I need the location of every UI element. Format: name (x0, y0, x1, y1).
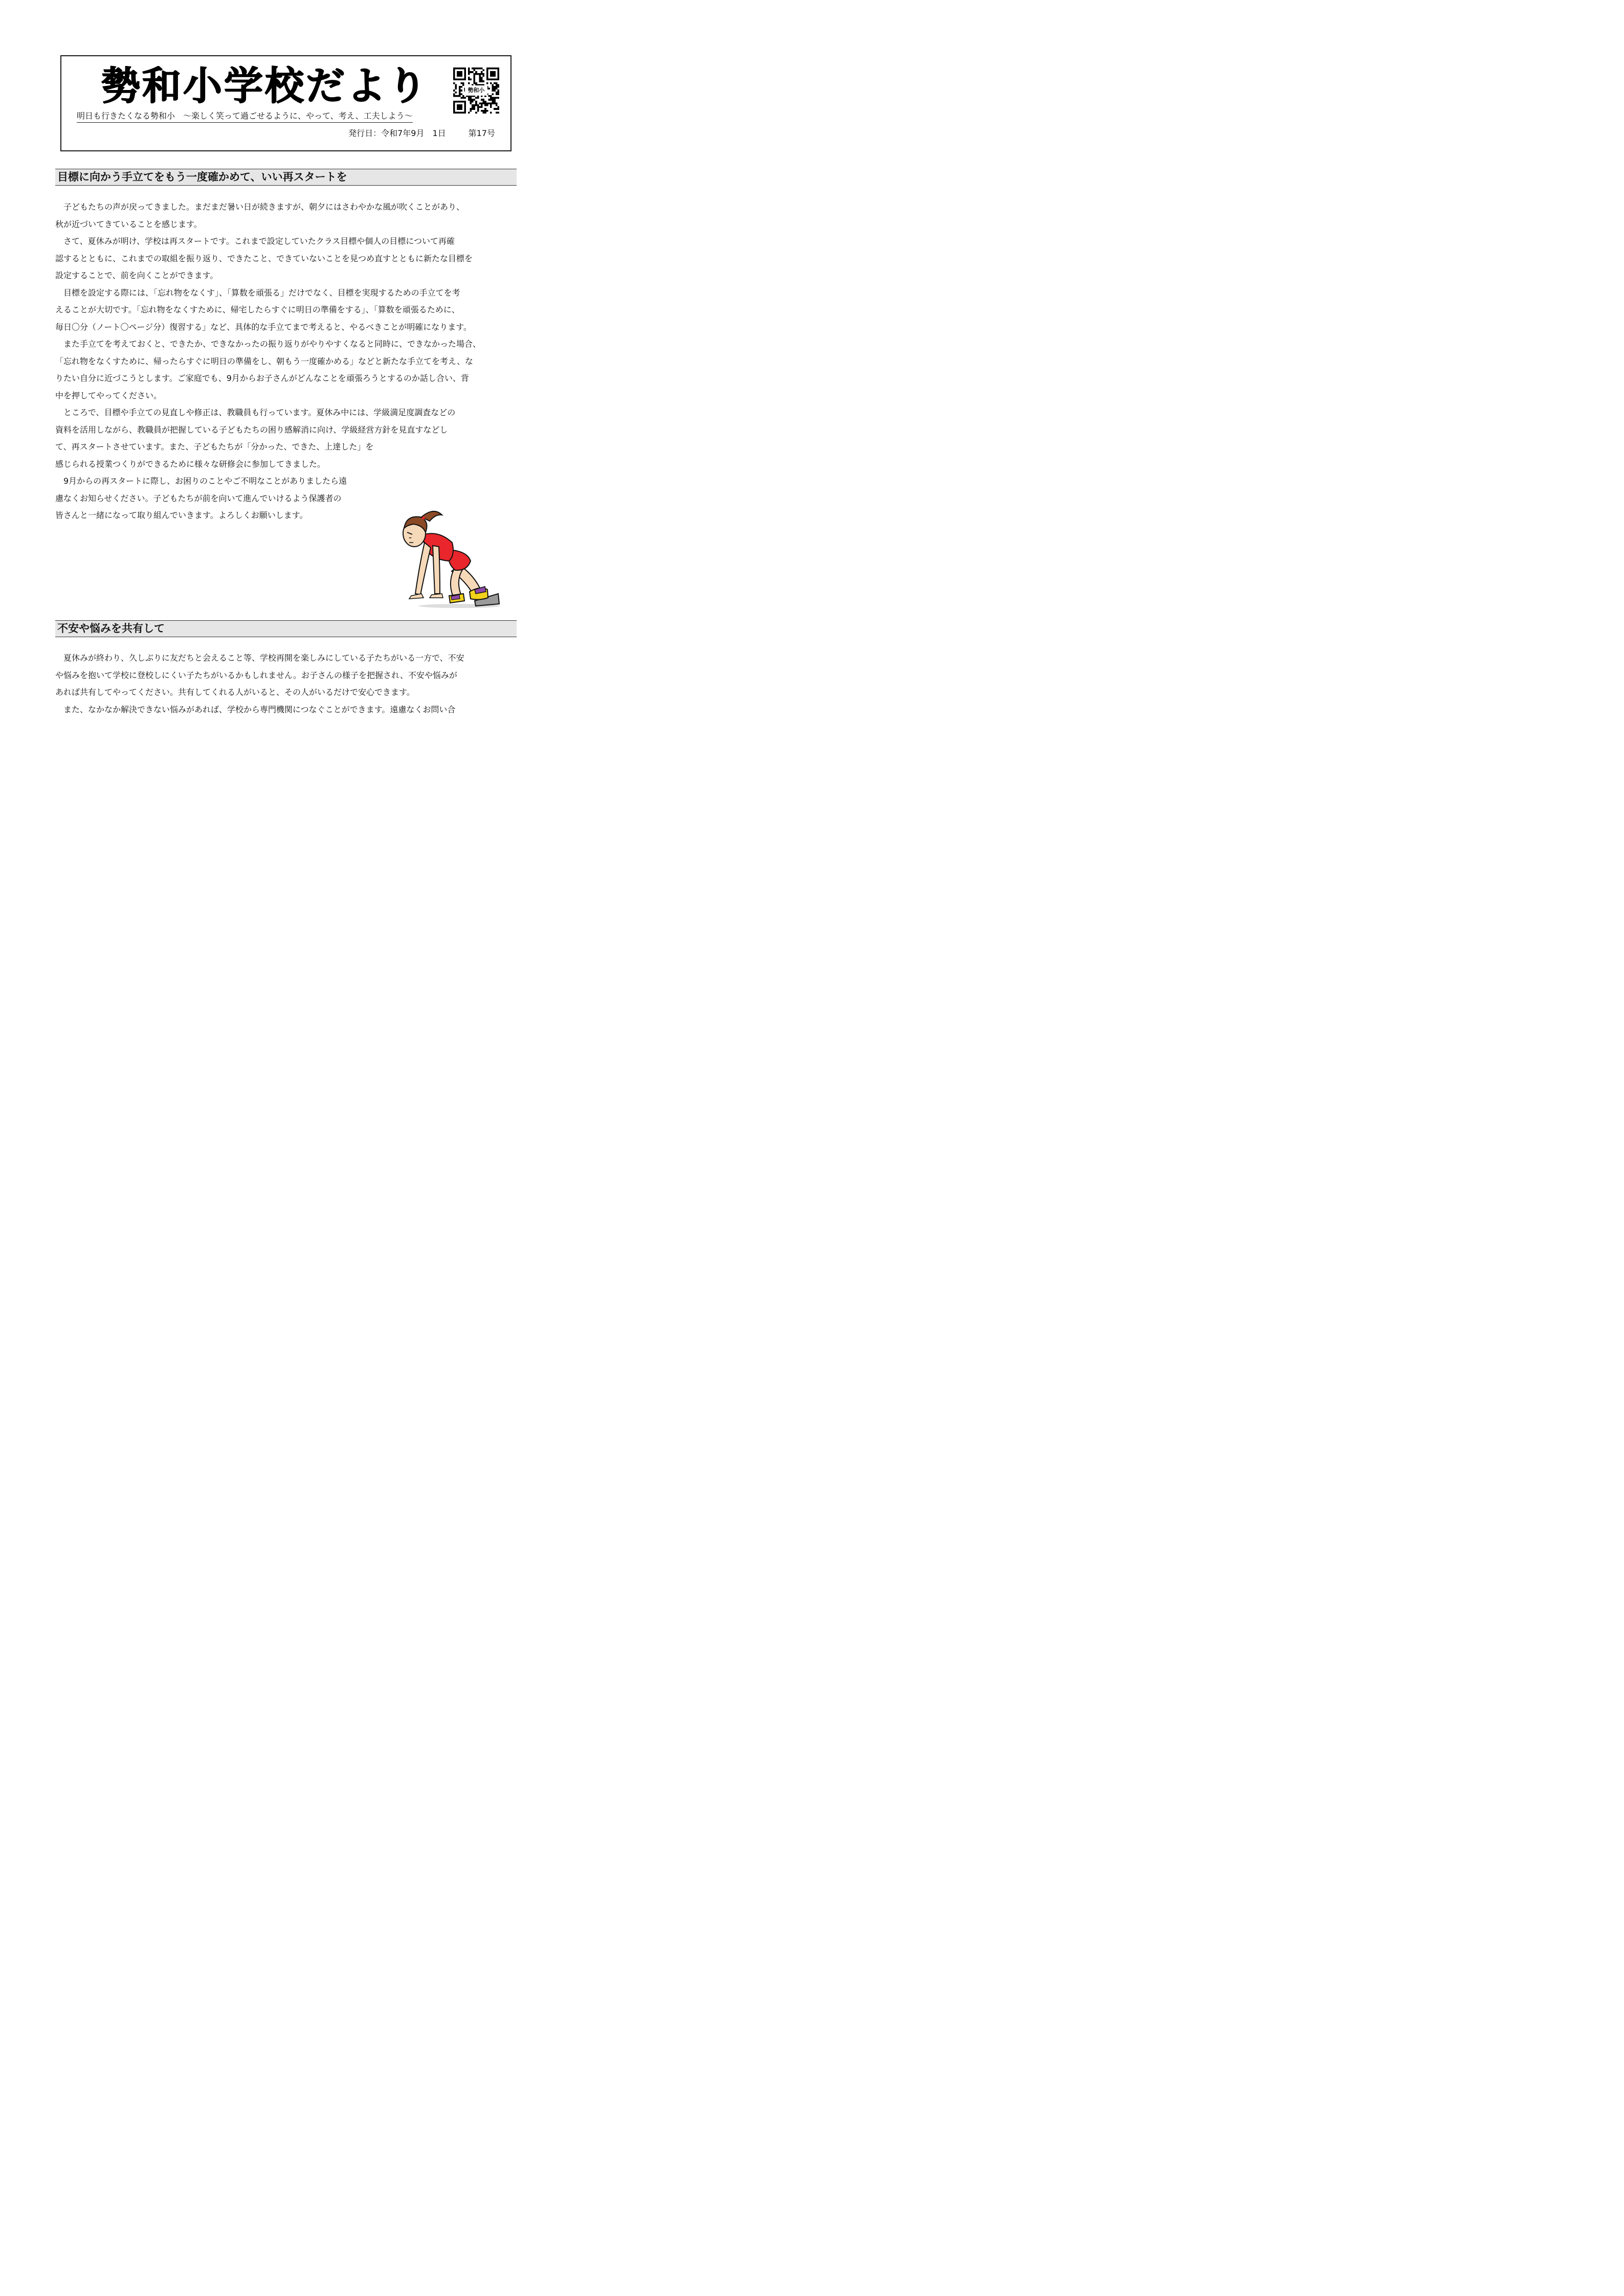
section-title: 不安や悩みを共有して (57, 622, 165, 635)
paragraph (55, 404, 517, 472)
text-line: 慮なくお知らせください。子どもたちが前を向いて進んでいけるよう保護者の (55, 493, 342, 503)
text-line: 設定することで、前を向くことができます。 (55, 271, 218, 280)
text-line: りたい自分に近づこうとします。ご家庭でも、9月からお子さんがどんなことを頑張ろうとするのか話し合い、背 (55, 373, 469, 383)
text-line: さて、夏休みが明け、学校は再スタートです。これまで設定していたクラス目標や個人の目標について再確 (63, 236, 455, 246)
text-line: 夏休みが終わり、久しぶりに友だちと会えること等、学校再開を楽しみにしている子たちがいる一方で、不安 (63, 653, 464, 663)
text-line: や悩みを抱いて学校に登校しにくい子たちがいるかもしれません。お子さんの様子を把握され、不安や悩みが (55, 670, 457, 680)
paragraph (55, 233, 517, 284)
text-line: て、再スタートさせています。また、子どもたちが「分かった、できた、上達した」を (55, 442, 374, 452)
section-title: 目標に向かう手立てをもう一度確かめて、いい再スタートを (57, 171, 347, 183)
text-line: 9月からの再スタートに際し、お困りのことやご不明なことがありましたら遠 (63, 476, 347, 486)
section-heading-share-worries (55, 620, 517, 637)
issue-date: 発行日：令和7年9月 1日 (348, 128, 446, 138)
text-line: また、なかなか解決できない悩みがあれば、学校から専門機関につなぐことができます。遠慮なくお問い合 (63, 704, 456, 714)
text-line: 認するとともに、これまでの取組を振り返り、できたこと、できていないことを見つめ直すとともに新たな目標を (55, 253, 473, 263)
paragraph (55, 649, 517, 701)
text-line: 秋が近づいてきていることを感じます。 (55, 219, 202, 229)
issue-number: 第17号 (468, 128, 495, 138)
text-line: 「忘れ物をなくすために、帰ったらすぐに明日の準備をし、朝もう一度確かめる」などと新たな手立てを考え、な (55, 356, 473, 366)
text-line: 中を押してやってください。 (55, 390, 162, 400)
text-line: 皆さんと一緒になって取り組んでいきます。よろしくお願いします。 (55, 510, 308, 520)
section-body-restart (55, 198, 517, 524)
paragraph (55, 701, 517, 718)
text-line: また手立てを考えておくと、できたか、できなかったの振り返りがやりやすくなると同時に、できなかった場合、 (63, 339, 481, 349)
text-line: 資料を活用しながら、教職員が把握している子どもたちの困り感解消に向け、学級経営方針を見直すなどし (55, 424, 448, 435)
qr-code-icon[interactable] (453, 67, 499, 114)
section-body-share-worries (55, 649, 517, 718)
text-line: あれば共有してやってください。共有してくれる人がいると、その人がいるだけで安心できます。 (55, 687, 415, 697)
newsletter-header (60, 55, 511, 151)
text-line: 感じられる授業つくりができるために様々な研修会に参加してきました。 (55, 459, 326, 469)
section-heading-restart (55, 169, 517, 186)
text-line: 子どもたちの声が戻ってきました。まだまだ暑い日が続きますが、朝夕にはさわやかな風が吹くことがあり、 (63, 202, 465, 212)
text-line: ところで、目標や手立ての見直しや修正は、教職員も行っています。夏休み中には、学級満足度調査などの (63, 408, 456, 417)
sprinter-illustration-icon (398, 504, 506, 613)
text-line: えることが大切です。「忘れ物をなくすために、帰宅したらすぐに明日の準備をする」、「算数を頑張るために、 (55, 305, 460, 314)
issue-info (348, 128, 495, 139)
school-motto: 明日も行きたくなる勢和小 ～楽しく笑って過ごせるように、やって、考え、工夫しよう～ (77, 110, 413, 123)
paragraph (55, 284, 517, 336)
qr-label: 勢和小 (465, 85, 487, 96)
text-line: 毎日〇分（ノート〇ページ分）復習する」など、具体的な手立てまで考えると、やるべきことが明確になります。 (55, 322, 472, 332)
text-line: 目標を設定する際には、「忘れ物をなくす」、「算数を頑張る」だけでなく、目標を実現するための手立てを考 (63, 287, 460, 298)
newsletter-title: 勢和小学校だより (101, 63, 429, 108)
paragraph (55, 198, 517, 233)
paragraph (55, 335, 517, 404)
